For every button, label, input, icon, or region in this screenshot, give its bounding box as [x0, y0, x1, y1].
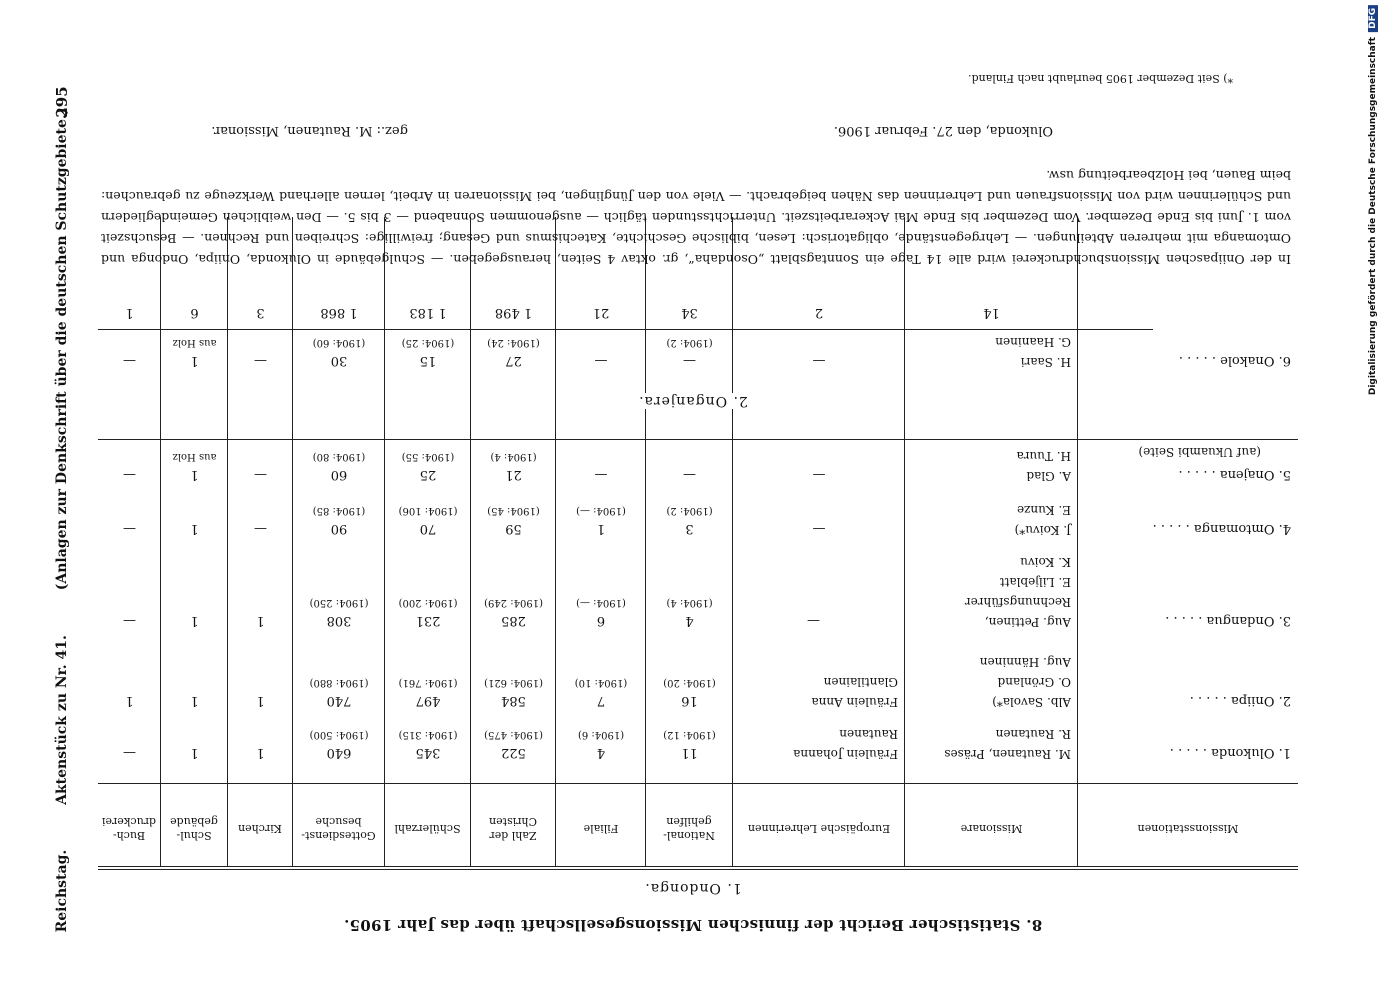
churches-value: 1	[256, 745, 265, 760]
total-national: 34	[681, 305, 698, 320]
missionary-name: Aug. Hänninen	[979, 655, 1071, 669]
total-pupils: 1 183	[409, 305, 447, 320]
christians-value: 27	[505, 353, 522, 368]
missionary-name: Rechnungsführer	[964, 595, 1071, 609]
pupils-prev: (1904: 55)	[401, 451, 455, 462]
dfg-logo: DFG	[1368, 5, 1378, 32]
schools-value: 1	[190, 613, 199, 628]
report-title: 8. Statistischer Bericht der finnischen Missionsgesellschaft über das Jahr 1905.	[343, 916, 1043, 934]
churches-value: 1	[256, 613, 265, 628]
press-value: —	[123, 613, 136, 628]
filial-value: 1	[596, 521, 606, 536]
missionary-name: G. Haaninen	[995, 335, 1071, 349]
filial-value: 4	[596, 745, 606, 760]
table-header-rule	[98, 783, 1298, 784]
signature: gez.: M. Rautanen, Missionar.	[211, 123, 408, 138]
header-stations: Missionsstationen	[1137, 822, 1239, 835]
station-name: 6. Onakole . . . . .	[1178, 353, 1291, 368]
totals-rule	[98, 329, 1153, 330]
funding-note-text: Digitalisierung gefördert durch die Deutsche Forschungsgemeinschaft	[1368, 37, 1378, 396]
teachers-empty: —	[812, 521, 826, 536]
national-value: 16	[681, 693, 698, 708]
worship-prev: (1904: 250)	[309, 597, 369, 608]
schools-value: 1	[190, 745, 199, 760]
pupils-prev: (1904: 25)	[401, 337, 455, 348]
press-value: —	[123, 745, 136, 760]
missionary-name: H. Tuura	[1016, 449, 1071, 463]
schools-value: 1	[190, 693, 199, 708]
press-value: —	[123, 521, 136, 536]
national-prev: (1904: 12)	[663, 729, 716, 740]
pupils-value: 497	[415, 693, 441, 708]
station-name: 3. Ondangua . . . . .	[1165, 613, 1291, 628]
christians-value: 59	[505, 521, 522, 536]
missionary-name: Aug. Pettinen,	[984, 615, 1071, 629]
schools-value: 1	[190, 521, 199, 536]
table-top-rule	[98, 869, 1298, 870]
teacher-name: Rautanen	[839, 727, 898, 741]
pupils-value: 345	[415, 745, 441, 760]
christians-value: 584	[501, 693, 526, 708]
running-head-right: (Anlagen zur Denkschrift über die deutschen Schutzgebiete.)	[54, 107, 70, 591]
missionary-name: O. Grönland	[997, 675, 1071, 689]
missionary-name: E. Liljeblatt	[999, 575, 1071, 589]
christians-prev: (1904: 4)	[490, 451, 537, 462]
header-press: Buch- druckerei	[102, 815, 157, 842]
total-worship: 1 868	[320, 305, 358, 320]
filial-prev: (1904: —)	[576, 597, 626, 608]
header-pupils: Schülerzahl	[394, 822, 461, 835]
pupils-value: 15	[419, 353, 437, 368]
header-filial: Filiale	[583, 822, 619, 835]
national-prev: (1904: 20)	[663, 677, 716, 688]
missionary-name: Alb. Savola*)	[992, 695, 1071, 709]
schools-value: 1	[190, 353, 199, 368]
christians-value: 522	[501, 745, 526, 760]
filial-value: 7	[596, 693, 606, 708]
teacher-name: Glantilainen	[823, 675, 898, 689]
worship-prev: (1904: 880)	[309, 677, 369, 688]
missionary-name: M. Rautanen, Präses	[944, 747, 1071, 761]
press-value: 1	[125, 693, 134, 708]
station-name: 2. Oniipa . . . . .	[1189, 693, 1291, 708]
row-rule	[98, 439, 1298, 440]
header-missionaries: Missionare	[960, 822, 1023, 835]
notes-paragraph: In der Oniipaschen Missionsbuchdruckerei wird alle 14 Tage ein Sonntagsblatt „Osondaha“, gr. oktav 4 Seiten, herausgegeben. — Schulgebäude in Olukonda, Oniipa, Ondonga und Omtomanga mit mehreren Abteilungen. — Lehrgegenstände, obligatorisch: Lesen, biblische Geschichte, Katechismus und Gesang; freiwillige: Schreiben und Rechnen. — Besuchszeit vom 1. Juni bis Ende Dezember. Vom Dezember bis Ende Mai Ackerarbeitszeit. Unterrichtsstunden täglich — ausgenommen Sonnabend — 3 bis 5. — Den weiblichen Gemeindegliedern und Schülerinnen wird von Missionsfrauen und Lehrerinnen das Nähen beigebracht. — Viele von den Jünglingen, bei Missionaren in Arbeit, lernen allerhand Werkzeuge zu gebrauchen: beim Bauen, bei Holzbearbeitung usw.	[101, 168, 1291, 267]
missionary-name: K. Koivu	[1020, 555, 1071, 569]
pupils-value: 25	[419, 467, 437, 482]
station-name: 5. Onajena . . . . .	[1178, 467, 1291, 482]
total-press: 1	[125, 305, 134, 320]
missionary-name: A. Glad	[1026, 469, 1071, 483]
table-top-rule-double	[98, 866, 1298, 867]
churches-value: —	[254, 521, 267, 536]
worship-value: 740	[326, 693, 352, 708]
worship-prev: (1904: 500)	[309, 729, 369, 740]
section-heading-ondonga: 1. Ondonga.	[644, 880, 742, 896]
filial-value: —	[594, 467, 608, 482]
running-head-center: Aktenstück zu Nr. 41.	[54, 635, 70, 805]
churches-value: —	[254, 353, 267, 368]
total-filial: 21	[592, 305, 610, 320]
missionary-name: H. Saari	[1020, 355, 1071, 369]
national-value: 11	[681, 745, 698, 760]
christians-prev: (1904: 621)	[484, 677, 543, 688]
filial-value: 6	[596, 613, 606, 628]
christians-prev: (1904: 45)	[487, 505, 540, 516]
filial-prev: (1904: —)	[576, 505, 626, 516]
national-value: 4	[685, 613, 694, 628]
page-number: 295	[53, 86, 71, 118]
total-teachers: 2	[814, 305, 824, 320]
filial-prev: (1904: 10)	[574, 677, 628, 688]
worship-prev: (1904: 80)	[312, 451, 366, 462]
teachers-empty: —	[812, 467, 826, 482]
worship-value: 640	[326, 745, 352, 760]
pupils-value: 231	[415, 613, 441, 628]
funding-note	[1368, 5, 1378, 395]
teachers-empty: —	[812, 353, 826, 368]
pupils-prev: (1904: 200)	[398, 597, 458, 608]
header-churches: Kirchen	[238, 822, 282, 835]
teacher-name: Fräulein Anna	[811, 695, 898, 709]
national-value: —	[683, 467, 696, 482]
section-heading-onganjera: 2. Onganjera.	[583, 393, 803, 409]
place-date: Olukonda, den 27. Februar 1906.	[833, 123, 1053, 138]
total-christians: 1 498	[494, 305, 533, 320]
worship-value: 90	[330, 521, 348, 536]
worship-value: 308	[326, 613, 352, 628]
worship-prev: (1904: 60)	[312, 337, 366, 348]
total-schools: 6	[190, 305, 199, 320]
station-name: 4. Omtomanga . . . . .	[1152, 521, 1291, 536]
press-value: —	[123, 353, 136, 368]
filial-prev: (1904: 6)	[577, 729, 625, 740]
header-schools: Schul- gebäude	[170, 815, 218, 842]
pupils-prev: (1904: 761)	[398, 677, 458, 688]
churches-value: 1	[256, 693, 265, 708]
station-name: 1. Olukonda . . . . .	[1169, 745, 1291, 760]
national-prev: (1904: 2)	[666, 337, 713, 348]
filial-value: —	[594, 353, 608, 368]
missionary-name: E. Kunze	[1017, 503, 1071, 517]
missionary-name: J. Koivu*)	[1014, 523, 1071, 537]
teacher-name: Fräulein Johanna	[793, 747, 898, 761]
worship-prev: (1904: 85)	[312, 505, 366, 516]
pupils-prev: (1904: 106)	[398, 505, 458, 516]
pupils-prev: (1904: 315)	[398, 729, 458, 740]
footnote: *) Seit Dezember 1905 beurlaubt nach Finland.	[968, 72, 1233, 85]
christians-value: 21	[505, 467, 522, 482]
header-national-helpers: National- gehilfen	[663, 815, 715, 842]
press-value: —	[123, 467, 136, 482]
national-prev: (1904: 2)	[666, 505, 713, 516]
schools-value: 1	[190, 467, 199, 482]
christians-value: 285	[501, 613, 526, 628]
total-churches: 3	[256, 305, 265, 320]
christians-prev: (1904: 249)	[484, 597, 543, 608]
station-note: (auf Ukuambi Seite)	[1138, 445, 1261, 459]
teachers-empty: —	[807, 613, 820, 628]
pupils-value: 70	[419, 521, 437, 536]
header-teachers: Europäische Lehrerinnen	[747, 822, 891, 835]
national-prev: (1904: 4)	[666, 597, 713, 608]
header-worship: Gottesdienst- besuche	[301, 815, 376, 842]
total-missionaries: 14	[983, 305, 1000, 320]
christians-prev: (1904: 24)	[487, 337, 540, 348]
header-christians: Zahl der Christen	[489, 815, 537, 842]
schools-note: aus Holz	[172, 337, 217, 348]
national-value: 3	[685, 521, 694, 536]
churches-value: —	[254, 467, 267, 482]
missionary-name: R. Rautanen	[995, 727, 1071, 741]
worship-value: 60	[330, 467, 348, 482]
schools-note: aus Holz	[172, 451, 217, 462]
worship-value: 30	[330, 353, 348, 368]
running-head-left: Reichstag.	[54, 849, 70, 933]
christians-prev: (1904: 475)	[484, 729, 543, 740]
national-value: —	[683, 353, 696, 368]
